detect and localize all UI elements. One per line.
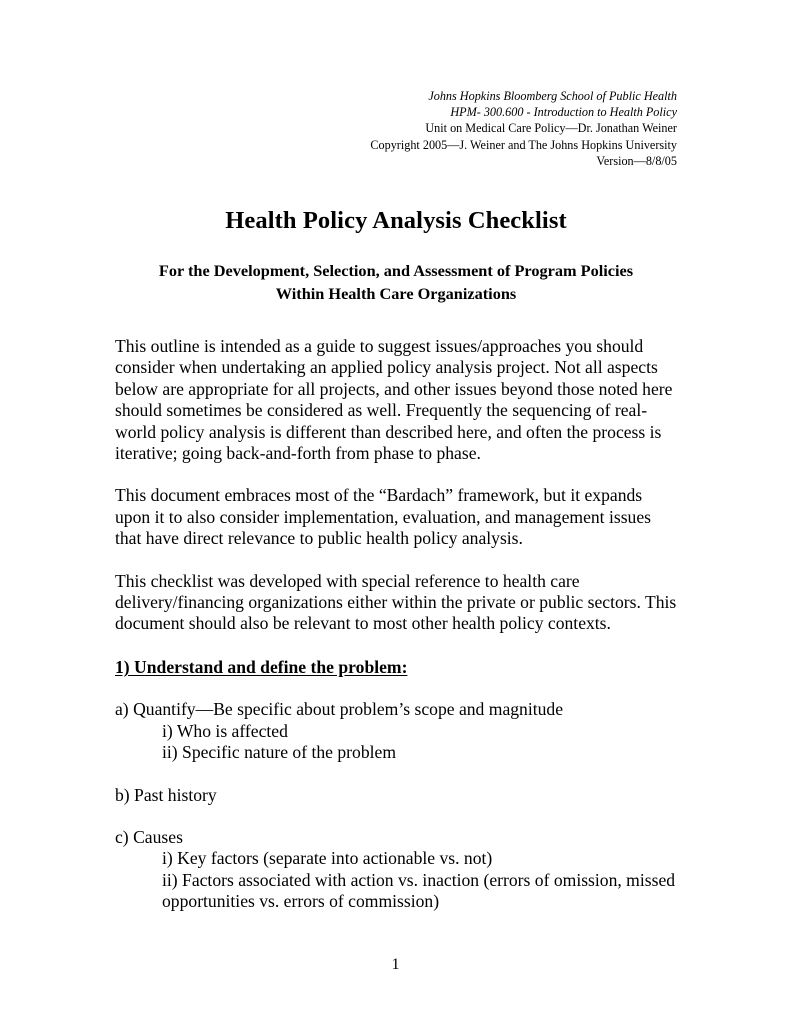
- page-subtitle: [115, 260, 677, 305]
- outline-sublist-c: [115, 848, 677, 912]
- outline-item-c: [115, 827, 677, 913]
- body-paragraph-2: This document embraces most of the “Bardach” framework, but it expands upon it to also consider implementation, evaluation, and management issues that have direct relevance to public health policy analysis.: [115, 485, 651, 549]
- section-heading-1: [115, 657, 677, 678]
- page-title: Health Policy Analysis Checklist: [225, 207, 567, 235]
- page-subtitle-line-1: For the Development, Selection, and Assessment of Program Policies: [158, 261, 634, 281]
- outline-item-b: [115, 785, 677, 806]
- outline-item-c-label: c) Causes: [115, 826, 183, 847]
- document-body: [115, 336, 677, 913]
- body-paragraph-1: This outline is intended as a guide to suggest issues/approaches you should consider when undertaking an applied policy analysis project. Not all aspects below are appropriate for all projects, and other issues beyond those noted here should sometimes be considered as well. Frequently the sequencing of real-world policy analysis is different than described here, and often the process is iterative; going back-and-forth from phase to phase.: [115, 336, 673, 464]
- outline-subitem-c-ii: ii) Factors associated with action vs. inaction (errors of omission, missed opportunities vs. errors of commission): [162, 869, 676, 912]
- page-subtitle-line-2: Within Health Care Organizations: [275, 283, 517, 303]
- outline-subitem-a-i: i) Who is affected: [162, 720, 288, 741]
- header-line-version: Version—8/8/05: [596, 153, 677, 168]
- section-heading-1-text: 1) Understand and define the problem:: [115, 656, 408, 677]
- document-running-header: [115, 88, 677, 169]
- outline-subitem-a-ii: ii) Specific nature of the problem: [162, 742, 397, 763]
- page-number: 1: [391, 955, 400, 973]
- outline-item-a: [115, 699, 677, 763]
- header-line-unit: Unit on Medical Care Policy—Dr. Jonathan Weiner: [425, 121, 677, 136]
- outline-subitem-c-i: i) Key factors (separate into actionable vs. not): [162, 848, 493, 869]
- body-paragraph-3: This checklist was developed with special reference to health care delivery/financing organizations either within the private or public sectors. This document should also be relevant to most other health policy contexts.: [115, 570, 677, 634]
- header-line-course: HPM- 300.600 - Introduction to Health Policy: [450, 105, 677, 120]
- document-content-column: [115, 0, 677, 913]
- outline-sublist-a: [115, 721, 677, 764]
- outline-item-b-label: b) Past history: [115, 784, 217, 805]
- outline-item-a-label: a) Quantify—Be specific about problem’s scope and magnitude: [115, 699, 564, 720]
- header-line-school: Johns Hopkins Bloomberg School of Public Health: [428, 89, 677, 103]
- outline-list: [115, 699, 677, 912]
- header-line-copyright: Copyright 2005—J. Weiner and The Johns Hopkins University: [370, 137, 677, 152]
